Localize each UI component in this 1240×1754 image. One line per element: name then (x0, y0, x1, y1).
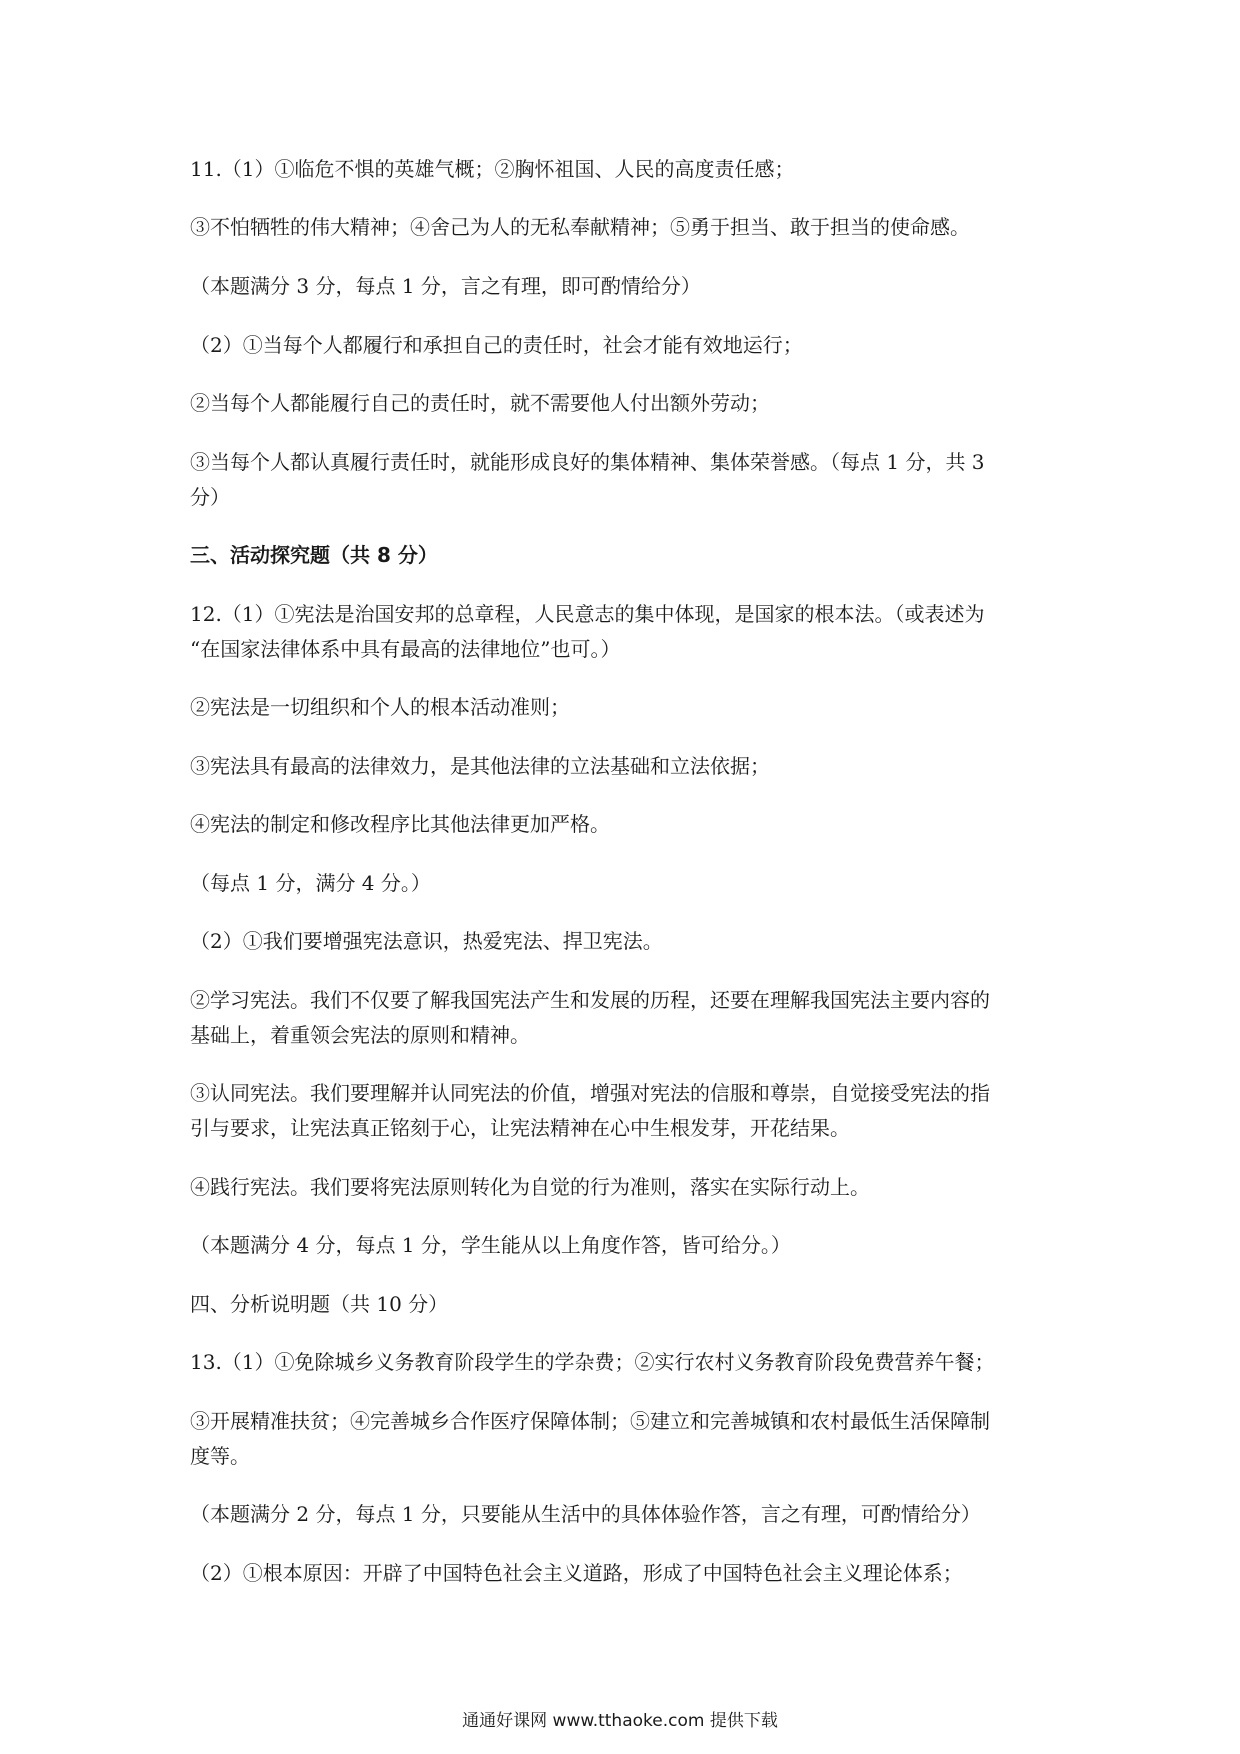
answer-11-2-line-2: ②当每个人都能履行自己的责任时，就不需要他人付出额外劳动； (190, 391, 770, 415)
answer-13-1-line-3: 度等。 (190, 1444, 250, 1468)
answer-12-2-line-6: ④践行宪法。我们要将宪法原则转化为自觉的行为准则，落实在实际行动上。 (190, 1175, 870, 1199)
section-3-heading: 三、活动探究题（共 8 分） (190, 543, 438, 567)
answer-12-1-line-1: 12.（1）①宪法是治国安邦的总章程，人民意志的集中体现，是国家的根本法。（或表述为 (190, 602, 985, 626)
answer-11-1-scoring: （本题满分 3 分，每点 1 分，言之有理，即可酌情给分） (190, 274, 701, 298)
page-footer: 通通好课网 www.tthaoke.com 提供下载 (462, 1711, 778, 1731)
answer-12-1-line-3: ②宪法是一切组织和个人的根本活动准则； (190, 695, 570, 719)
answer-12-1-line-2: “在国家法律体系中具有最高的法律地位”也可。） (190, 637, 621, 661)
answer-12-1-scoring: （每点 1 分，满分 4 分。） (190, 871, 431, 895)
answer-12-2-line-5: 引与要求，让宪法真正铭刻于心，让宪法精神在心中生根发芽，开花结果。 (190, 1116, 850, 1140)
answer-11-1-line-1: 11.（1）①临危不惧的英雄气概；②胸怀祖国、人民的高度责任感； (190, 157, 795, 181)
answer-11-2-line-3: ③当每个人都认真履行责任时，就能形成良好的集体精神、集体荣誉感。（每点 1 分，共 3 (190, 450, 985, 474)
answer-12-1-line-5: ④宪法的制定和修改程序比其他法律更加严格。 (190, 812, 610, 836)
answer-13-2-line-1: （2）①根本原因：开辟了中国特色社会主义道路，形成了中国特色社会主义理论体系； (190, 1561, 963, 1585)
answer-11-1-line-2: ③不怕牺牲的伟大精神；④舍己为人的无私奉献精神；⑤勇于担当、敢于担当的使命感。 (190, 215, 970, 239)
answer-12-2-line-2: ②学习宪法。我们不仅要了解我国宪法产生和发展的历程，还要在理解我国宪法主要内容的 (190, 988, 990, 1012)
answer-12-1-line-4: ③宪法具有最高的法律效力，是其他法律的立法基础和立法依据； (190, 754, 770, 778)
answer-13-1-line-1: 13.（1）①免除城乡义务教育阶段学生的学杂费；②实行农村义务教育阶段免费营养午餐； (190, 1350, 995, 1374)
answer-11-2-line-1: （2）①当每个人都履行和承担自己的责任时，社会才能有效地运行； (190, 333, 803, 357)
answer-13-1-scoring: （本题满分 2 分，每点 1 分，只要能从生活中的具体体验作答，言之有理，可酌情给分） (190, 1502, 981, 1526)
answer-12-2-line-4: ③认同宪法。我们要理解并认同宪法的价值，增强对宪法的信服和尊崇，自觉接受宪法的指 (190, 1081, 990, 1105)
answer-12-2-scoring: （本题满分 4 分，每点 1 分，学生能从以上角度作答，皆可给分。） (190, 1233, 791, 1257)
answer-12-2-line-1: （2）①我们要增强宪法意识，热爱宪法、捍卫宪法。 (190, 929, 663, 953)
answer-11-2-line-4: 分） (190, 485, 230, 509)
section-4-heading: 四、分析说明题（共 10 分） (190, 1292, 449, 1316)
answer-13-1-line-2: ③开展精准扶贫；④完善城乡合作医疗保障体制；⑤建立和完善城镇和农村最低生活保障制 (190, 1409, 990, 1433)
answer-12-2-line-3: 基础上，着重领会宪法的原则和精神。 (190, 1023, 530, 1047)
